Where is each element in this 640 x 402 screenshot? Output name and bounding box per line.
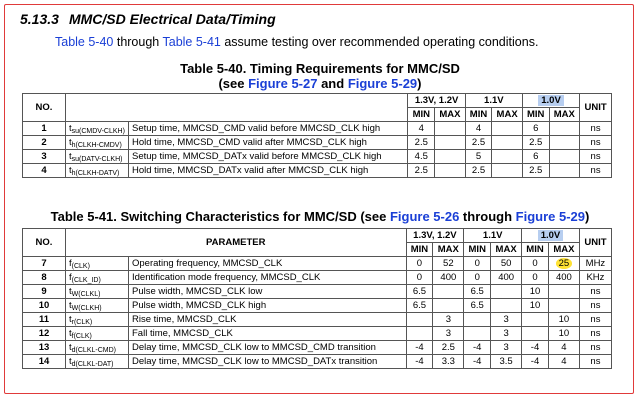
figure-5-27-link[interactable]: Figure 5-27 [248, 76, 318, 91]
col-max: MAX [548, 243, 579, 257]
row-number: 11 [23, 313, 66, 327]
row-description: Fall time, MMCSD_CLK [129, 327, 407, 341]
intro-mid: through [113, 35, 163, 49]
col-v2: 1.1V [465, 94, 522, 108]
row-value [492, 150, 523, 164]
value-text: 4 [561, 342, 567, 353]
row-description: Pulse width, MMCSD_CLK high [129, 299, 407, 313]
col-min: MIN [522, 108, 549, 122]
row-symbol [66, 136, 129, 150]
row-description: Rise time, MMCSD_CLK [129, 313, 407, 327]
table-row [23, 136, 612, 150]
row-value [435, 164, 466, 178]
symbol-subscript: d(CLKL-DAT) [71, 360, 114, 368]
row-value: 6.5 [464, 299, 491, 313]
symbol-subscript: h(CLKH-CMDV) [71, 141, 122, 149]
row-value [548, 257, 579, 271]
table-row [23, 164, 612, 178]
row-symbol [66, 355, 129, 369]
table-row [23, 313, 612, 327]
symbol-subscript: su(CMDV-CLKH) [71, 127, 125, 135]
figure-5-29-link[interactable]: Figure 5-29 [515, 209, 585, 224]
row-description: Delay time, MMCSD_CLK low to MMCSD_DATx transition [129, 355, 407, 369]
row-value: 0 [522, 257, 549, 271]
row-value: 400 [491, 271, 522, 285]
row-number: 2 [23, 136, 66, 150]
row-description: Hold time, MMCSD_DATx valid after MMCSD_CLK high [129, 164, 408, 178]
col-v3 [522, 229, 580, 243]
row-unit: ns [579, 327, 611, 341]
row-value: 2.5 [522, 136, 549, 150]
row-unit: ns [580, 150, 612, 164]
row-value [549, 150, 580, 164]
row-description: Pulse width, MMCSD_CLK low [129, 285, 407, 299]
row-number: 3 [23, 150, 66, 164]
col-max: MAX [491, 243, 522, 257]
row-value: 6.5 [406, 285, 433, 299]
row-value: -4 [522, 341, 549, 355]
value-text: 4 [561, 356, 567, 367]
table-row [23, 122, 612, 136]
row-number: 12 [23, 327, 66, 341]
row-unit: ns [579, 355, 611, 369]
row-value: 3.3 [433, 355, 464, 369]
row-value: 400 [433, 271, 464, 285]
row-symbol [66, 164, 129, 178]
row-value: 0 [406, 271, 433, 285]
col-no: NO. [23, 229, 66, 257]
value-text: 400 [555, 272, 572, 283]
row-value [548, 299, 579, 313]
col-v2: 1.1V [464, 229, 522, 243]
table-row [23, 285, 612, 299]
symbol-subscript: su(DATV-CLKH) [71, 155, 123, 163]
row-value: 6 [522, 150, 549, 164]
row-number: 9 [23, 285, 66, 299]
symbol-letter: t [69, 341, 72, 353]
table-row [23, 327, 612, 341]
row-value [549, 164, 580, 178]
row-unit: MHz [579, 257, 611, 271]
row-value: 2.5 [465, 136, 492, 150]
row-symbol [66, 299, 129, 313]
row-value: 2.5 [522, 164, 549, 178]
row-unit: ns [579, 341, 611, 355]
symbol-letter: f [69, 271, 72, 283]
row-unit: ns [580, 136, 612, 150]
table-row [23, 271, 612, 285]
row-value: 2.5 [433, 341, 464, 355]
row-symbol [66, 341, 129, 355]
row-number: 4 [23, 164, 66, 178]
row-value [548, 285, 579, 299]
row-number: 14 [23, 355, 66, 369]
symbol-letter: t [69, 327, 72, 339]
table-5-41-link[interactable]: Table 5-41 [162, 35, 221, 49]
row-symbol [66, 327, 129, 341]
col-parameter: PARAMETER [66, 229, 407, 257]
row-number: 7 [23, 257, 66, 271]
row-unit: ns [580, 164, 612, 178]
row-value [435, 122, 466, 136]
row-value: 4 [408, 122, 435, 136]
table-row [23, 299, 612, 313]
symbol-letter: t [69, 285, 72, 297]
row-value [406, 313, 433, 327]
intro-text [55, 35, 538, 49]
col-min: MIN [408, 108, 435, 122]
row-value [492, 122, 523, 136]
symbol-subscript: d(CLKL-CMD) [71, 346, 116, 354]
row-value [492, 136, 523, 150]
symbol-letter: t [69, 136, 72, 148]
figure-5-29-link[interactable]: Figure 5-29 [347, 76, 418, 91]
row-value: 2.5 [408, 136, 435, 150]
row-value: 0 [406, 257, 433, 271]
row-unit: ns [580, 122, 612, 136]
row-value: 0 [464, 271, 491, 285]
row-value: 4 [465, 122, 492, 136]
section-heading [20, 11, 276, 27]
col-min: MIN [522, 243, 549, 257]
col-unit: UNIT [579, 229, 611, 257]
col-unit: UNIT [580, 94, 612, 122]
row-description: Setup time, MMCSD_DATx valid before MMCSD_CLK high [129, 150, 408, 164]
row-value: 5 [465, 150, 492, 164]
row-value [435, 150, 466, 164]
col-min: MIN [465, 108, 492, 122]
row-value: 10 [522, 285, 549, 299]
row-description: Identification mode frequency, MMCSD_CLK [129, 271, 407, 285]
col-max: MAX [492, 108, 523, 122]
row-description: Hold time, MMCSD_CMD valid after MMCSD_CLK high [129, 136, 408, 150]
table-5-41-caption [0, 209, 640, 224]
row-value [435, 136, 466, 150]
row-value: 0 [464, 257, 491, 271]
value-text: 10 [558, 328, 570, 339]
col-max: MAX [435, 108, 466, 122]
row-description: Delay time, MMCSD_CLK low to MMCSD_CMD transition [129, 341, 407, 355]
row-value [491, 299, 522, 313]
symbol-subscript: f(CLK) [71, 332, 92, 340]
row-value: 6.5 [406, 299, 433, 313]
row-value [549, 122, 580, 136]
row-value [433, 299, 464, 313]
row-value [433, 285, 464, 299]
row-unit: ns [579, 313, 611, 327]
row-value [522, 327, 549, 341]
table-row [23, 355, 612, 369]
table-5-40-link[interactable]: Table 5-40 [55, 35, 114, 49]
table-row [23, 150, 612, 164]
table-5-40-title: Table 5-40. Timing Requirements for MMC/SD [180, 61, 460, 76]
row-value [522, 313, 549, 327]
row-value [548, 327, 579, 341]
symbol-letter: t [69, 122, 72, 134]
row-number: 10 [23, 299, 66, 313]
row-value [549, 136, 580, 150]
col-min: MIN [406, 243, 433, 257]
col-max: MAX [433, 243, 464, 257]
row-value: 52 [433, 257, 464, 271]
row-value: 6 [522, 122, 549, 136]
row-value [406, 327, 433, 341]
symbol-letter: t [69, 150, 72, 162]
row-symbol [66, 271, 129, 285]
row-symbol [66, 313, 129, 327]
row-unit: ns [579, 299, 611, 313]
col-v1: 1.3V, 1.2V [406, 229, 464, 243]
voltage-highlight: 1.0V [538, 95, 564, 106]
row-value [548, 341, 579, 355]
row-value: -4 [464, 355, 491, 369]
col-no: NO. [23, 94, 66, 122]
symbol-subscript: (CLK) [71, 262, 90, 270]
col-v3 [522, 94, 579, 108]
row-symbol [66, 257, 129, 271]
row-value: -4 [464, 341, 491, 355]
section-title: MMC/SD Electrical Data/Timing [68, 11, 276, 27]
row-value: 3 [491, 341, 522, 355]
row-value [548, 271, 579, 285]
row-value: 2.5 [465, 164, 492, 178]
row-value [464, 313, 491, 327]
switching-characteristics-table [22, 228, 612, 369]
intro-rest: assume testing over recommended operating conditions. [220, 35, 539, 49]
cap-part: ) [417, 76, 422, 91]
symbol-subscript: r(CLK) [71, 318, 93, 326]
symbol-subscript: W(CLKH) [71, 304, 102, 312]
row-symbol [66, 285, 129, 299]
highlighted-value: 25 [556, 258, 573, 269]
row-description: Setup time, MMCSD_CMD valid before MMCSD_CLK high [129, 122, 408, 136]
timing-requirements-table [22, 93, 612, 178]
symbol-letter: t [69, 355, 72, 367]
row-value: 3 [491, 313, 522, 327]
cap-part: through [459, 209, 516, 224]
row-value: 3 [491, 327, 522, 341]
symbol-subscript: (CLK_ID) [71, 276, 101, 284]
symbol-letter: t [69, 299, 72, 311]
row-symbol [66, 122, 129, 136]
cap-part: (see [218, 76, 249, 91]
cap-part: Table 5-41. Switching Characteristics for MMC/SD (see [50, 209, 390, 224]
row-number: 1 [23, 122, 66, 136]
col-v1: 1.3V, 1.2V [408, 94, 465, 108]
row-value: 3.5 [491, 355, 522, 369]
row-symbol [66, 150, 129, 164]
row-value: 0 [522, 271, 549, 285]
row-value [491, 285, 522, 299]
row-description: Operating frequency, MMCSD_CLK [129, 257, 407, 271]
value-text: 10 [558, 314, 570, 325]
row-value: -4 [406, 355, 433, 369]
row-value: 2.5 [408, 164, 435, 178]
row-number: 8 [23, 271, 66, 285]
col-param [66, 94, 408, 122]
col-min: MIN [464, 243, 491, 257]
row-value [492, 164, 523, 178]
voltage-highlight: 1.0V [538, 230, 564, 241]
table-row [23, 257, 612, 271]
table-5-40-caption [0, 61, 640, 91]
row-value: 3 [433, 313, 464, 327]
symbol-subscript: h(CLKH-DATV) [71, 169, 120, 177]
row-unit: KHz [579, 271, 611, 285]
symbol-letter: f [69, 257, 72, 269]
table-row [23, 341, 612, 355]
col-max: MAX [549, 108, 580, 122]
row-value: 6.5 [464, 285, 491, 299]
cap-part: and [317, 76, 348, 91]
row-value: 4.5 [408, 150, 435, 164]
row-value: -4 [522, 355, 549, 369]
row-value: 10 [522, 299, 549, 313]
row-unit: ns [579, 285, 611, 299]
row-value: 3 [433, 327, 464, 341]
row-value: 50 [491, 257, 522, 271]
row-value [464, 327, 491, 341]
row-value [548, 355, 579, 369]
figure-5-26-link[interactable]: Figure 5-26 [389, 209, 460, 224]
row-value: -4 [406, 341, 433, 355]
symbol-letter: t [69, 164, 72, 176]
row-number: 13 [23, 341, 66, 355]
cap-part: ) [585, 209, 590, 224]
section-number: 5.13.3 [20, 11, 59, 27]
row-value [548, 313, 579, 327]
symbol-subscript: W(CLKL) [71, 290, 101, 298]
symbol-letter: t [69, 313, 72, 325]
